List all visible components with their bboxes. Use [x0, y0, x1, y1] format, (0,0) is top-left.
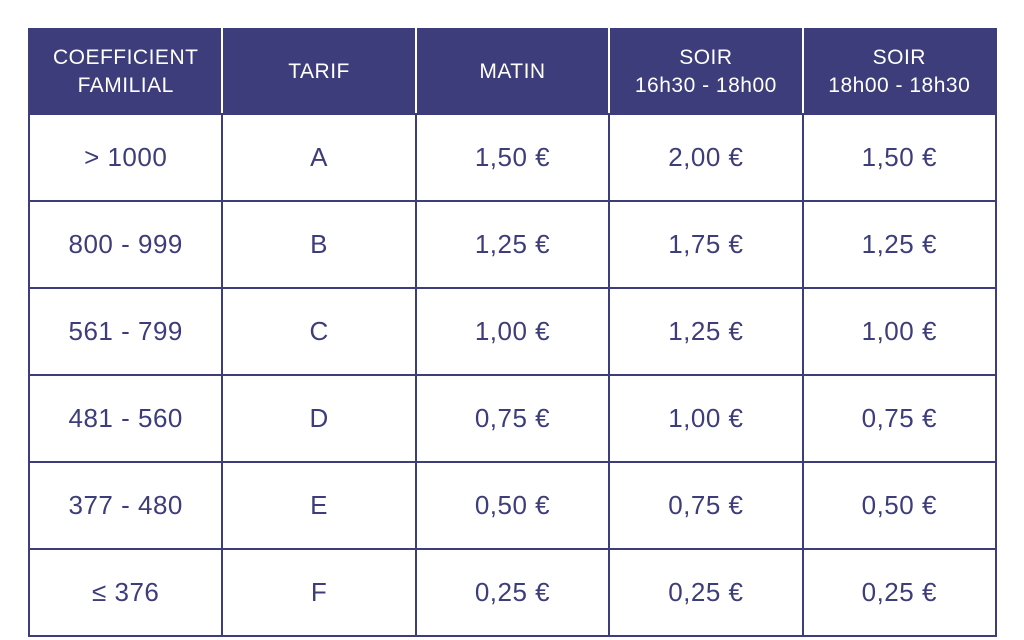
header-tarif — [222, 29, 415, 114]
table-row — [29, 549, 996, 636]
table-body — [29, 114, 996, 636]
cell-coefficient: ≤ 376 — [29, 549, 222, 636]
cell-coefficient: 561 - 799 — [29, 288, 222, 375]
header-soir-early-line2: 16h30 - 18h00 — [634, 73, 777, 97]
header-tarif-label: TARIF — [288, 59, 350, 83]
cell-matin: 1,25 € — [416, 201, 609, 288]
cell-soir-early: 0,75 € — [609, 462, 802, 549]
cell-soir-late: 0,75 € — [803, 375, 996, 462]
header-soir-late-line2: 18h00 - 18h30 — [828, 73, 971, 97]
cell-soir-late: 1,00 € — [803, 288, 996, 375]
header-soir-early-line1: SOIR — [679, 45, 733, 69]
header-coefficient-line2: FAMILIAL — [77, 73, 174, 97]
cell-soir-early: 1,75 € — [609, 201, 802, 288]
cell-matin: 1,50 € — [416, 114, 609, 201]
cell-matin: 0,25 € — [416, 549, 609, 636]
cell-soir-late: 1,25 € — [803, 201, 996, 288]
table-row — [29, 375, 996, 462]
cell-coefficient: 377 - 480 — [29, 462, 222, 549]
cell-tarif: E — [222, 462, 415, 549]
cell-soir-early: 2,00 € — [609, 114, 802, 201]
header-soir-late — [803, 29, 996, 114]
cell-tarif: F — [222, 549, 415, 636]
table-row — [29, 114, 996, 201]
cell-tarif: D — [222, 375, 415, 462]
cell-soir-early: 0,25 € — [609, 549, 802, 636]
cell-soir-early: 1,00 € — [609, 375, 802, 462]
cell-soir-early: 1,25 € — [609, 288, 802, 375]
cell-soir-late: 0,50 € — [803, 462, 996, 549]
header-row — [29, 29, 996, 114]
header-matin — [416, 29, 609, 114]
cell-soir-late: 0,25 € — [803, 549, 996, 636]
header-soir-early — [609, 29, 802, 114]
cell-matin: 0,50 € — [416, 462, 609, 549]
header-coefficient-line1: COEFFICIENT — [52, 45, 199, 69]
cell-coefficient: 481 - 560 — [29, 375, 222, 462]
cell-tarif: A — [222, 114, 415, 201]
cell-soir-late: 1,50 € — [803, 114, 996, 201]
header-coefficient — [29, 29, 222, 114]
cell-coefficient: 800 - 999 — [29, 201, 222, 288]
cell-tarif: C — [222, 288, 415, 375]
tarif-table — [28, 28, 997, 637]
cell-tarif: B — [222, 201, 415, 288]
cell-matin: 1,00 € — [416, 288, 609, 375]
cell-coefficient: > 1000 — [29, 114, 222, 201]
table-row — [29, 201, 996, 288]
cell-matin: 0,75 € — [416, 375, 609, 462]
header-soir-late-line1: SOIR — [872, 45, 926, 69]
table-row — [29, 288, 996, 375]
tarif-table-container — [28, 28, 997, 610]
table-header — [29, 29, 996, 114]
header-matin-label: MATIN — [479, 59, 546, 83]
table-row — [29, 462, 996, 549]
